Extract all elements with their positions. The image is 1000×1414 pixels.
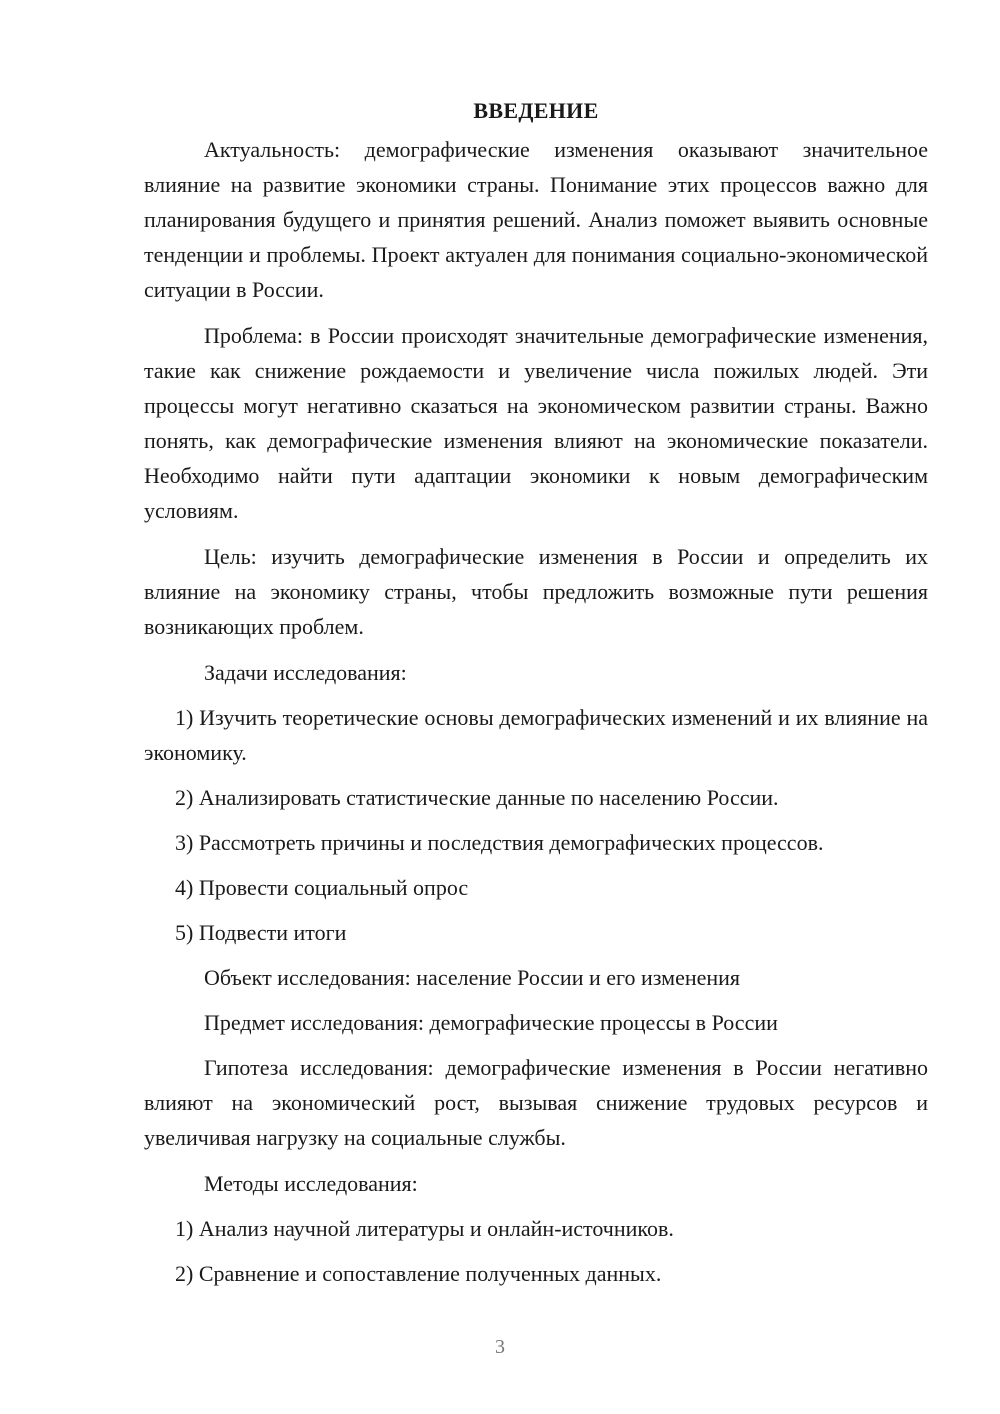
object-paragraph: Объект исследования: население России и его изменения bbox=[204, 965, 741, 990]
methods-heading: Методы исследования: bbox=[204, 1171, 418, 1196]
tasks-heading: Задачи исследования: bbox=[204, 660, 407, 685]
method-item: 2) Сравнение и сопоставление полученных данных. bbox=[175, 1261, 662, 1286]
hypothesis-paragraph: Гипотеза исследования: демографические изменения в России негативно влияют на экономический рост, вызывая снижение трудовых ресурсов и увеличивая нагрузку на социальные службы. bbox=[144, 1055, 928, 1150]
goal-paragraph: Цель: изучить демографические изменения в России и определить их влияние на экономику страны, чтобы предложить возможные пути решения возникающих проблем. bbox=[144, 544, 928, 639]
method-item: 1) Анализ научной литературы и онлайн-источников. bbox=[175, 1216, 674, 1241]
task-item: 4) Провести социальный опрос bbox=[175, 875, 469, 900]
page-number: 3 bbox=[495, 1336, 505, 1358]
task-item: 5) Подвести итоги bbox=[175, 920, 347, 945]
page-title: ВВЕДЕНИЕ bbox=[473, 98, 599, 123]
task-item: 1) Изучить теоретические основы демографических изменений и их влияние на экономику. bbox=[144, 705, 928, 765]
document-page bbox=[144, 96, 928, 1291]
relevance-paragraph: Актуальность: демографические изменения оказывают значительное влияние на развитие экономики страны. Понимание этих процессов важно для планирования будущего и принятия решений. Анализ поможет выявить основные тенденции и проблемы. Проект актуален для понимания социально-экономической ситуации в России. bbox=[144, 137, 928, 302]
subject-paragraph: Предмет исследования: демографические процессы в России bbox=[204, 1010, 778, 1035]
task-item: 3) Рассмотреть причины и последствия демографических процессов. bbox=[175, 830, 824, 855]
problem-paragraph: Проблема: в России происходят значительные демографические изменения, такие как снижение рождаемости и увеличение числа пожилых людей. Эти процессы могут негативно сказаться на экономическом развитии страны. Важно понять, как демографические изменения влияют на экономические показатели. Необходимо найти пути адаптации экономики к новым демографическим условиям. bbox=[144, 323, 928, 523]
task-item: 2) Анализировать статистические данные по населению России. bbox=[175, 785, 779, 810]
